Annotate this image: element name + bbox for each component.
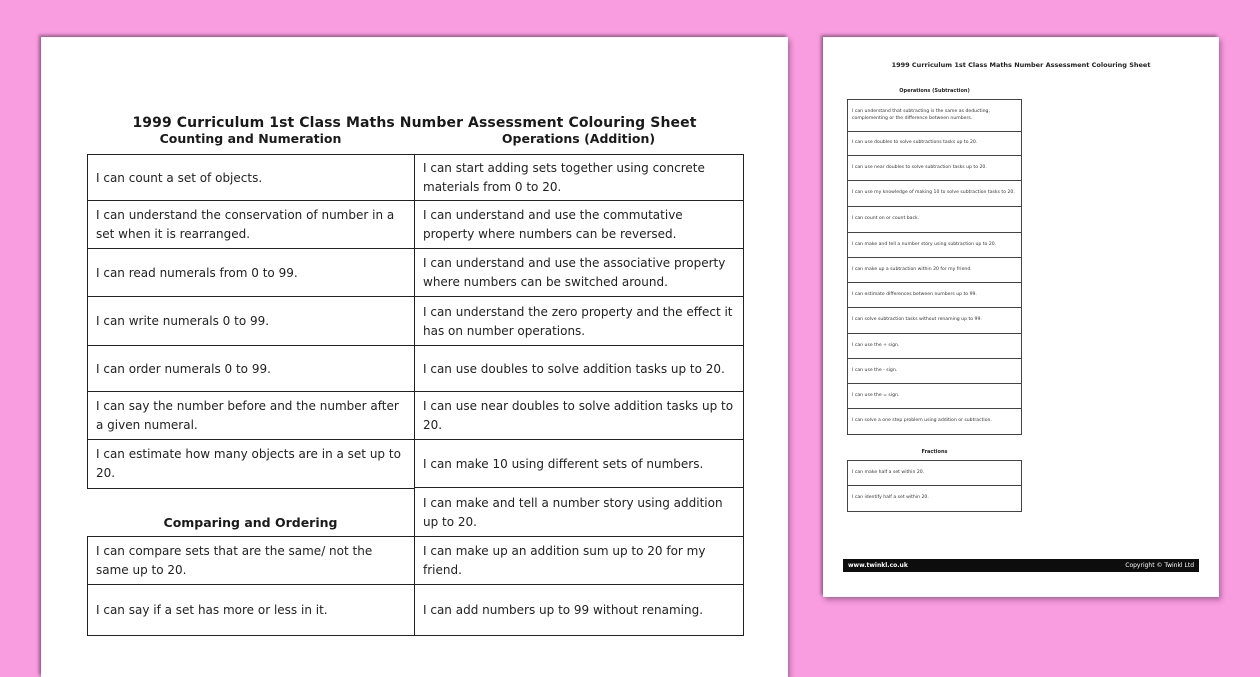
operations-subtraction-heading: Operations (Subtraction) [899,88,970,94]
left-cell-3[interactable] [87,248,416,298]
cell-text: I can use my knowledge of making 10 to solve subtraction tasks to 20. [852,190,1015,196]
footer-bar [843,559,1199,572]
cell-text: I can estimate differences between numbers up to 99. [852,291,977,297]
cell-text: I can make up a subtraction within 20 for my friend. [852,266,972,272]
side-cell-3[interactable] [847,155,1022,181]
cell-text: I can understand the zero property and the effect it has on number operations. [423,304,733,338]
left-cell-1[interactable] [87,154,416,202]
side-cell-4[interactable] [847,180,1022,207]
right-cell-9[interactable] [414,536,744,586]
fractions-heading: Fractions [921,449,948,455]
cell-text: I can understand the conservation of number in a set when it is rearranged. [96,208,395,241]
cell-text: I can read numerals from 0 to 99. [96,265,298,280]
right-cell-5[interactable] [414,345,744,393]
cell-text: I can make up an addition sum up to 20 for my friend. [423,544,706,577]
side-cell-1[interactable] [847,99,1022,132]
cell-text: I can understand and use the commutative property where numbers can be reversed. [423,208,683,241]
left-cell-5[interactable] [87,345,416,393]
cell-text: I can order numerals 0 to 99. [96,361,271,376]
cell-text: I can add numbers up to 99 without renaming. [423,602,704,617]
side-cell-9[interactable] [847,307,1022,334]
left-cell-4[interactable] [87,296,416,347]
side-cell-2[interactable] [847,131,1022,156]
cell-text: I can make and tell a number story using subtraction up to 20. [852,241,997,247]
cell-text: I can say the number before and the number after a given numeral. [96,399,399,432]
cell-text: I can make and tell a number story using addition up to 20. [423,495,723,529]
cell-text: I can make half a set within 20. [852,469,925,475]
footer-copyright: Copyright © Twinkl Ltd [1125,562,1194,569]
left-cell-6[interactable] [87,391,416,441]
cell-text: I can understand that subtracting is the same as deducting, complementing or the difference between numbers. [852,109,990,121]
side-cell-6[interactable] [847,232,1022,258]
right-cell-4[interactable] [414,296,744,347]
side-cell-7[interactable] [847,257,1022,283]
operations-addition-heading: Operations (Addition) [501,131,656,146]
cell-text: I can identify half a set within 20. [852,495,929,501]
right-cell-1[interactable] [414,154,744,202]
cell-text: I can use doubles to solve subtractions tasks up to 20. [852,140,978,146]
cell-text: I can estimate how many objects are in a set up to 20. [96,447,401,480]
cell-text: I can understand and use the associative property where numbers can be switched around. [423,256,726,289]
footer-url[interactable]: www.twinkl.co.uk [848,562,908,569]
right-cell-2[interactable] [414,200,744,250]
cell-text: I can make 10 using different sets of numbers. [423,456,704,471]
cell-text: I can use the = sign. [852,392,900,398]
fractions-cell-2[interactable] [847,485,1022,512]
right-cell-7[interactable] [414,439,744,489]
right-cell-6[interactable] [414,391,744,441]
left-cell-2[interactable] [87,200,416,250]
main-assessment-sheet [41,37,788,677]
left-cell-8[interactable] [87,536,416,586]
side-cell-10[interactable] [847,333,1022,359]
right-cell-10[interactable] [414,584,744,636]
cell-text: I can use the - sign. [852,367,898,373]
comparing-ordering-heading: Comparing and Ordering [163,515,338,530]
side-assessment-sheet [823,37,1219,597]
right-cell-8[interactable] [414,487,744,538]
cell-text: I can use doubles to solve addition tasks up to 20. [423,361,725,376]
side-cell-12[interactable] [847,383,1022,409]
sheet-title: 1999 Curriculum 1st Class Maths Number Assessment Colouring Sheet [132,115,697,131]
cell-text: I can count on or count back. [852,216,920,222]
side-sheet-title: 1999 Curriculum 1st Class Maths Number Assessment Colouring Sheet [891,61,1151,69]
side-cell-13[interactable] [847,408,1022,435]
cell-text: I can solve a one step problem using addition or subtraction. [852,418,992,424]
cell-text: I can use the + sign. [852,342,900,348]
cell-text: I can count a set of objects. [96,170,263,185]
side-cell-5[interactable] [847,206,1022,233]
fractions-cell-1[interactable] [847,460,1022,486]
cell-text: I can write numerals 0 to 99. [96,314,270,328]
counting-numeration-heading: Counting and Numeration [159,131,342,146]
side-cell-11[interactable] [847,358,1022,384]
left-cell-7[interactable] [87,439,416,489]
side-cell-8[interactable] [847,282,1022,308]
cell-text: I can compare sets that are the same/ not the same up to 20. [96,544,373,577]
cell-text: I can say if a set has more or less in it. [96,602,328,617]
cell-text: I can use near doubles to solve addition tasks up to 20. [423,399,734,432]
cell-text: I can use near doubles to solve subtraction tasks up to 20. [852,164,987,170]
cell-text: I can solve subtraction tasks without renaming up to 99. [852,317,982,323]
right-cell-3[interactable] [414,248,744,298]
left-cell-9[interactable] [87,584,416,636]
cell-text: I can start adding sets together using concrete materials from 0 to 20. [423,161,705,194]
